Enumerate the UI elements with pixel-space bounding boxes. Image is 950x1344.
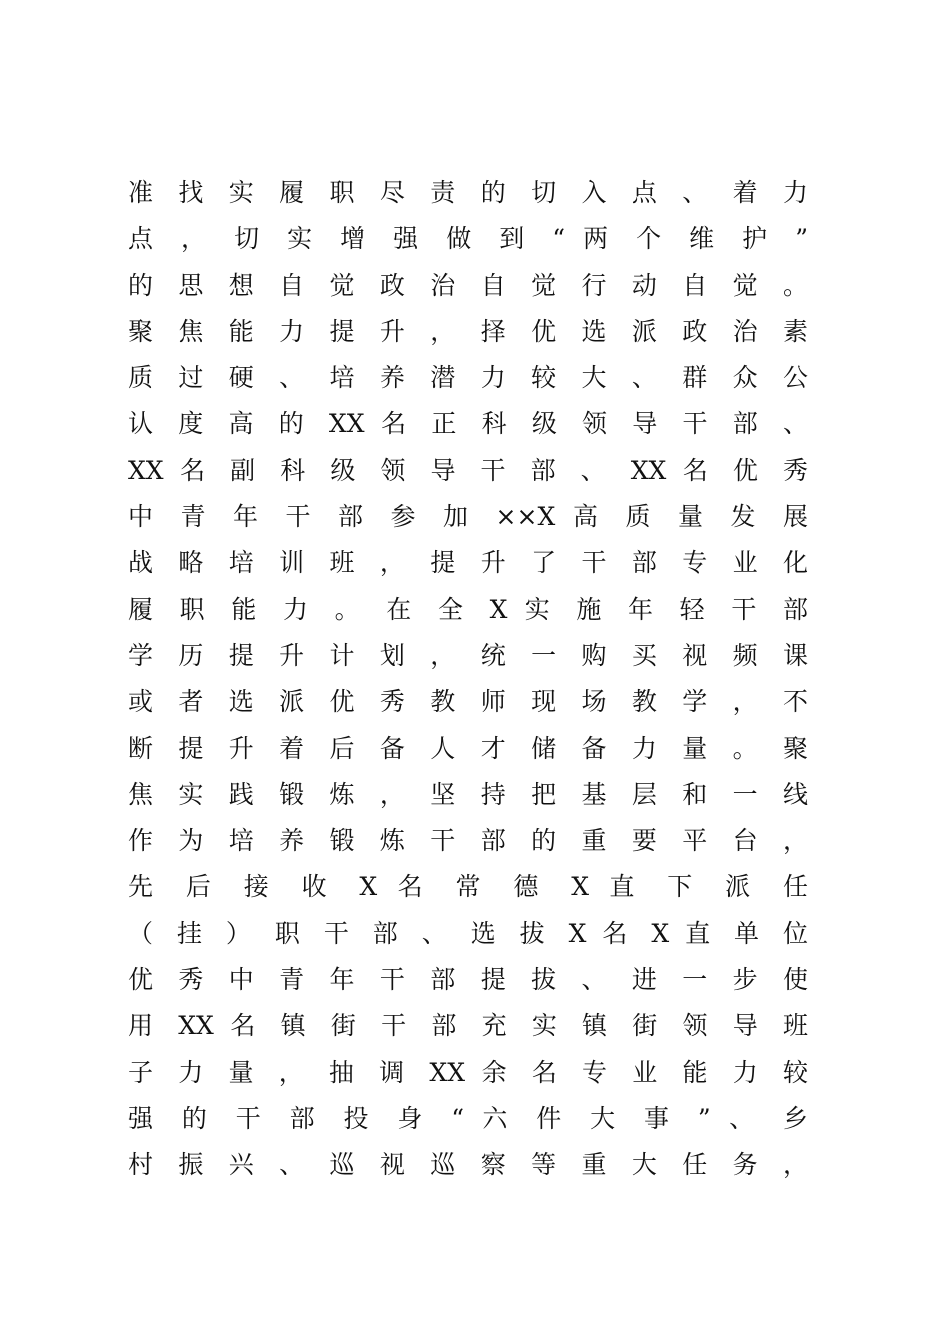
- text-line: 聚 焦 能 力 提 升 ， 择 优 选 派 政 治 素: [128, 316, 808, 346]
- text-line: 优 秀 中 青 年 干 部 提 拔 、 进 一 步 使: [128, 965, 808, 995]
- text-line: 履 职 能 力 。 在 全 X 实 施 年 轻 干 部: [128, 594, 808, 624]
- text-line: XX 名 副 科 级 领 导 干 部 、 XX 名 优 秀: [128, 455, 808, 485]
- text-line: 认 度 高 的 XX 名 正 科 级 领 导 干 部 、: [128, 409, 808, 439]
- text-line: 质 过 硬 、 培 养 潜 力 较 大 、 群 众 公: [128, 363, 808, 393]
- text-line: 村 振 兴 、 巡 视 巡 察 等 重 大 任 务 ，: [128, 1150, 808, 1180]
- text-line: 用 XX 名 镇 街 干 部 充 实 镇 街 领 导 班: [128, 1011, 808, 1041]
- text-line: 准 找 实 履 职 尽 责 的 切 入 点 、 着 力: [128, 178, 808, 207]
- body-text: [128, 170, 808, 1189]
- text-line: 子 力 量 ， 抽 调 XX 余 名 专 业 能 力 较: [128, 1057, 808, 1087]
- text-line: 战 略 培 训 班 ， 提 升 了 干 部 专 业 化: [128, 548, 808, 578]
- text-line: 中 青 年 干 部 参 加 ××X 高 质 量 发 展: [128, 502, 808, 532]
- text-line: 断 提 升 着 后 备 人 才 储 备 力 量 。 聚: [128, 733, 808, 763]
- text-line: 的 思 想 自 觉 政 治 自 觉 行 动 自 觉 。: [128, 270, 808, 300]
- text-line: 作 为 培 养 锻 炼 干 部 的 重 要 平 台 ，: [128, 826, 808, 856]
- text-line: 先 后 接 收 X 名 常 德 X 直 下 派 任: [128, 872, 808, 902]
- text-line: 强 的 干 部 投 身 “ 六 件 大 事 ” 、 乡: [128, 1103, 808, 1133]
- text-line: （ 挂 ） 职 干 部 、 选 拔 X 名 X 直 单 位: [128, 918, 808, 948]
- text-line: 学 历 提 升 计 划 ， 统 一 购 买 视 频 课: [128, 640, 808, 670]
- text-line: 点 ， 切 实 增 强 做 到 “ 两 个 维 护 ”: [128, 224, 808, 254]
- text-line: 或 者 选 派 优 秀 教 师 现 场 教 学 ， 不: [128, 687, 808, 717]
- text-line: 焦 实 践 锻 炼 ， 坚 持 把 基 层 和 一 线: [128, 779, 808, 809]
